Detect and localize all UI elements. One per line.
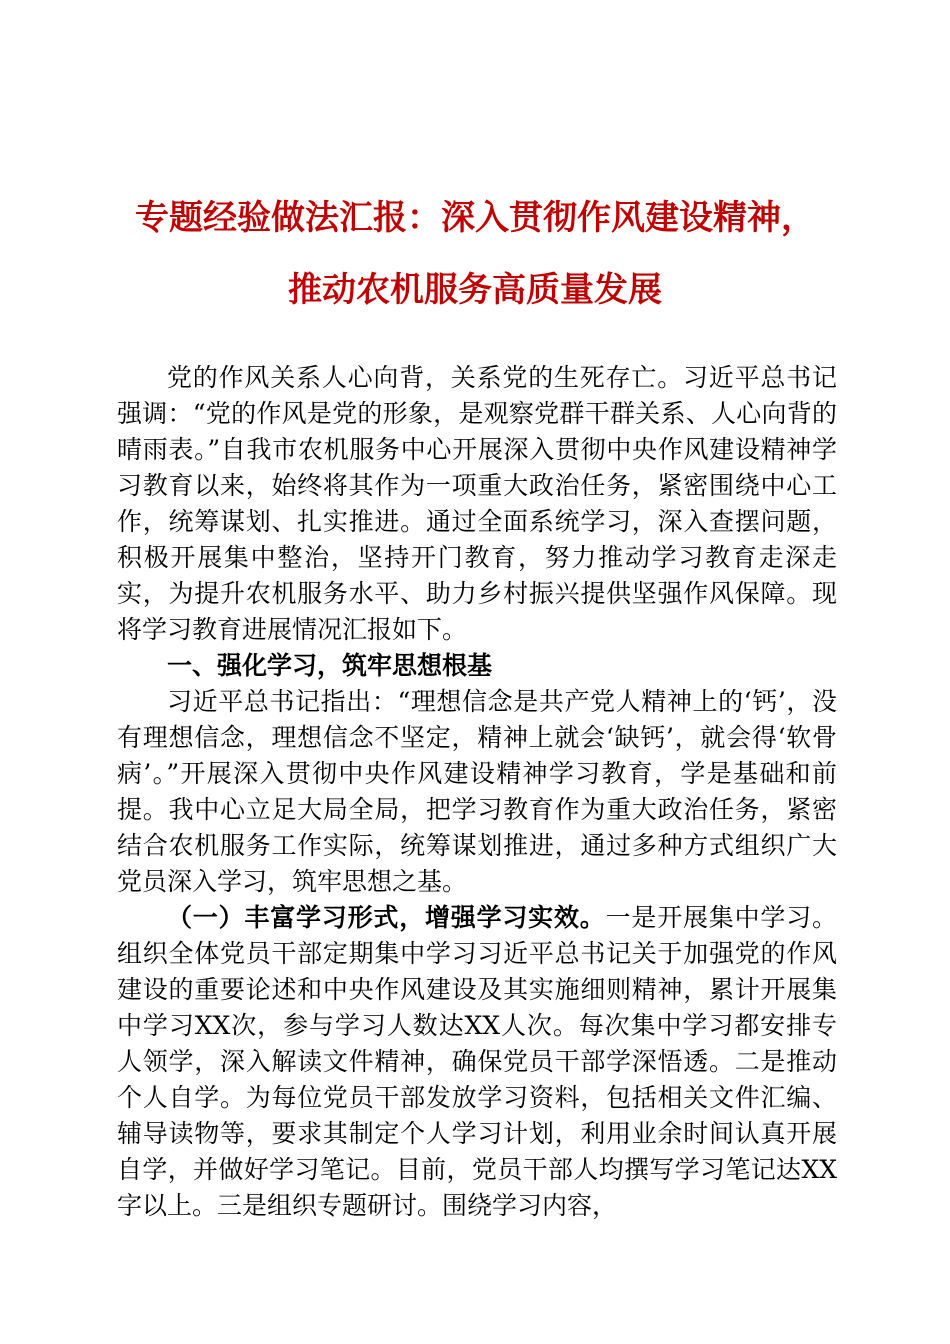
document-title-line-1: 专题经验做法汇报：深入贯彻作风建设精神， (135, 198, 815, 238)
subsection-1-heading: （一）丰富学习形式，增强学习实效。 (167, 903, 606, 932)
intro-paragraph: 党的作风关系人心向背，关系党的生死存亡。习近平总书记强调：“党的作风是党的形象，是观察党群干群关系、人心向背的晴雨表。”自我市农机服务中心开展深入贯彻中央作风建设精神学习教育以来，始终将其作为一项重大政治任务，紧密围绕中心工作，统筹谋划、扎实推进。通过全面系统学习，深入查摆问题，积极开展集中整治，坚持开门教育，努力推动学习教育走深走实，为提升农机服务水平、助力乡村振兴提供坚强作风保障。现将学习教育进展情况汇报如下。 (117, 363, 837, 644)
subsection-1-paragraph (117, 900, 837, 1224)
document-body (117, 360, 837, 1224)
section-1-heading: 一、强化学习，筑牢思想根基 (167, 651, 493, 680)
document-title-line-2: 推动农机服务高质量发展 (288, 270, 662, 310)
subsection-1-body: 一是开展集中学习。组织全体党员干部定期集中学习习近平总书记关于加强党的作风建设的重要论述和中央作风建设及其实施细则精神，累计开展集中学习XX次，参与学习人数达XX人次。每次集中学习都安排专人领学，深入解读文件精神，确保党员干部学深悟透。二是推动个人自学。为每位党员干部发放学习资料，包括相关文件汇编、辅导读物等，要求其制定个人学习计划，利用业余时间认真开展自学，并做好学习笔记。目前，党员干部人均撰写学习笔记达XX字以上。三是组织专题研讨。围绕学习内容， (117, 903, 837, 1220)
section-1-paragraph: 习近平总书记指出：“理想信念是共产党人精神上的‘钙’，没有理想信念，理想信念不坚定，精神上就会‘缺钙’，就会得‘软骨病’。”开展深入贯彻中央作风建设精神学习教育，学是基础和前提。我中心立足大局全局，把学习教育作为重大政治任务，紧密结合农机服务工作实际，统筹谋划推进，通过多种方式组织广大党员深入学习，筑牢思想之基。 (117, 687, 837, 896)
